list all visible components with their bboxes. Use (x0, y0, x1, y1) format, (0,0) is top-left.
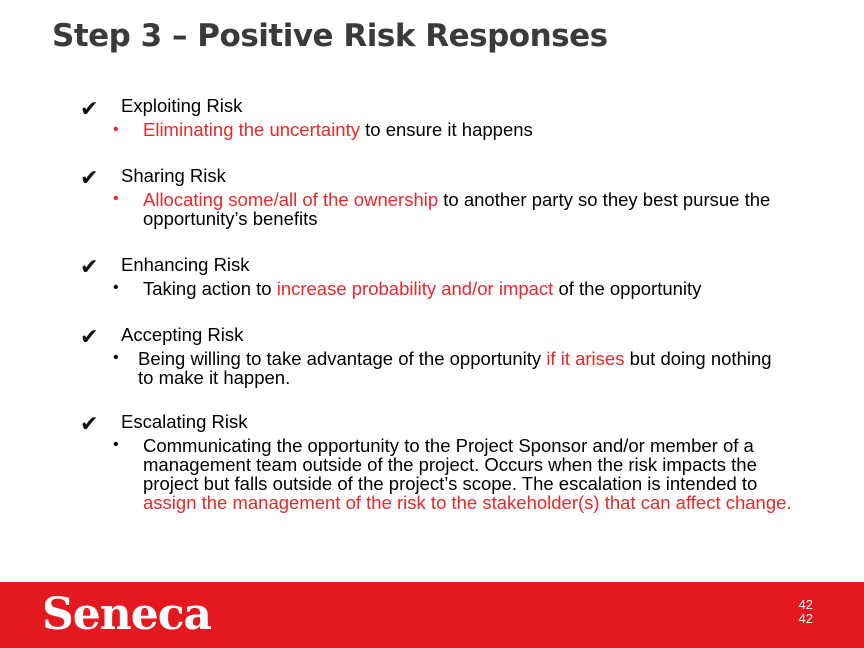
item-heading-escalating: Escalating Risk (121, 411, 248, 432)
item-heading-enhancing: Enhancing Risk (121, 254, 250, 275)
item-bullet-text: Allocating some/all of the ownership to another party so they best pursue the opportunity’s benefits (143, 189, 771, 229)
item-bullet-text: Eliminating the uncertainty to ensure it happens (143, 119, 533, 140)
item-bullet-text: Being willing to take advantage of the opportunity if it arises but doing nothing to make it happen. (138, 348, 772, 388)
seneca-logo: Seneca (42, 589, 212, 640)
checkmark-icon: ✔ (80, 165, 99, 190)
bullet-icon: • (113, 349, 119, 366)
item-heading-sharing: Sharing Risk (121, 165, 226, 186)
bullet-icon: • (113, 436, 119, 453)
page-number: 42 (798, 597, 813, 612)
slide-title: Step 3 – Positive Risk Responses (52, 18, 608, 54)
item-heading-exploiting: Exploiting Risk (121, 95, 243, 116)
checkmark-icon: ✔ (80, 411, 99, 436)
checkmark-icon: ✔ (80, 324, 99, 349)
checkmark-icon: ✔ (80, 96, 99, 121)
item-bullet-text: Taking action to increase probability and/or impact of the opportunity (143, 278, 702, 299)
item-bullet-text: Communicating the opportunity to the Project Sponsor and/or member of a management team outside of the project. Occurs when the risk impacts the project but falls outside of the project’s scope. The escalation is intended to assign the management of the risk to the stakeholder(s) that can affect change. (143, 435, 792, 513)
page-number: 42 (798, 611, 813, 626)
bullet-icon: • (113, 279, 119, 296)
item-heading-accepting: Accepting Risk (121, 324, 244, 345)
bullet-icon: • (113, 121, 119, 138)
bullet-icon: • (113, 190, 119, 207)
checkmark-icon: ✔ (80, 254, 99, 279)
